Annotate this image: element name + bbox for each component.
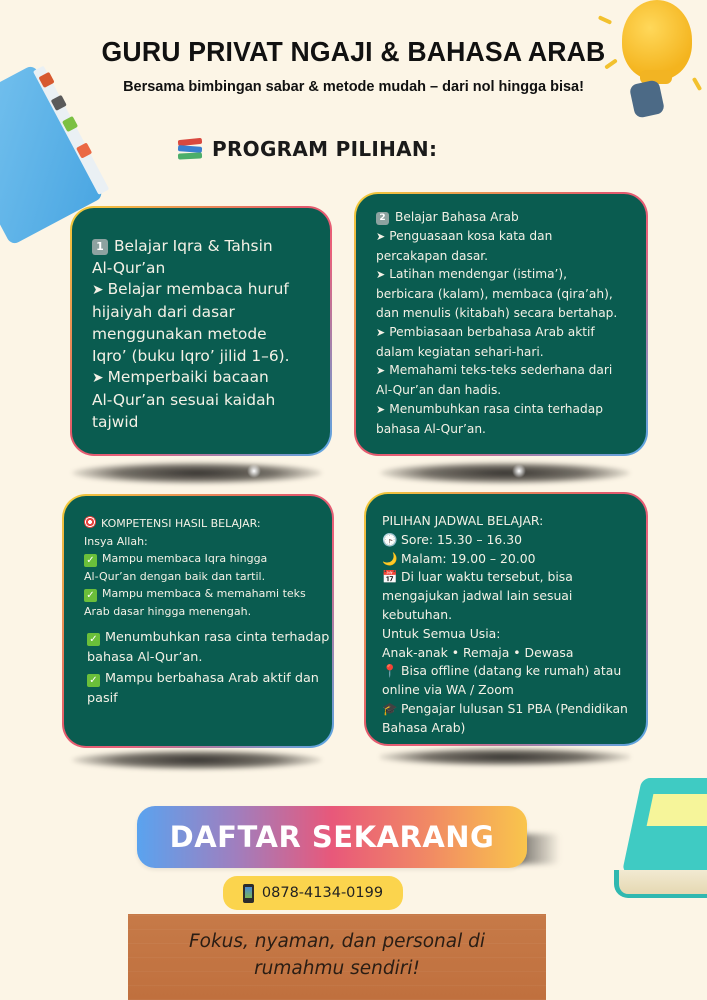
moon-icon: 🌙 <box>382 550 398 566</box>
books-icon <box>176 137 204 161</box>
checkmark-icon: ✓ <box>87 633 100 646</box>
section-heading-text: PROGRAM PILIHAN: <box>212 137 438 161</box>
card-shadow <box>380 748 630 766</box>
clock-icon: 🕞 <box>382 531 398 547</box>
phone-number: 0878-4134-0199 <box>261 885 384 901</box>
map-pin-icon: 📍 <box>382 663 398 679</box>
page-title: GURU PRIVAT NGAJI & BAHASA ARAB <box>101 36 606 67</box>
arrow-bullet-icon: ➤ <box>92 282 104 299</box>
arrow-bullet-icon: ➤ <box>376 402 386 416</box>
phone-contact[interactable] <box>223 876 403 910</box>
checkmark-icon: ✓ <box>84 589 97 602</box>
competency-card: KOMPETENSI HASIL BELAJAR: Insya Allah: ✓ Mampu membaca Iqra hingga Al-Qur’an dengan baik dan tartil. ✓ Mampu membaca & memahami teks Arab dasar hingga menengah. ✓ Menumbuhkan rasa cinta terhadap bahasa Al-Qur’an. ✓ Mampu berbahasa Arab aktif dan pasif <box>62 494 334 748</box>
teal-book-illustration <box>612 770 707 900</box>
program-card-bahasa-arab: 2 Belajar Bahasa Arab ➤ Penguasaan kosa kata dan percakapan dasar. ➤ Latihan mendengar (istima’), berbicara (kalam), membaca (qira’ah), dan menulis (kitabah) secara bertahap. ➤ Pembiasaan berbahasa Arab aktif dalam kegiatan sehari-hari. ➤ Memahami teks-teks sederhana dari Al-Qur’an dan hadis. ➤ Menumbuhkan rasa cinta terhadap bahasa Al-Qur’an. <box>354 192 648 456</box>
card-shadow <box>72 462 322 484</box>
arrow-bullet-icon: ➤ <box>376 268 386 282</box>
schedule-card: PILIHAN JADWAL BELAJAR: 🕞 Sore: 15.30 – 16.30 🌙 Malam: 19.00 – 20.00 📅 Di luar waktu tersebut, bisa mengajukan jadwal lain sesuai kebutuhan. Untuk Semua Usia: Anak-anak • Remaja • Dewasa 📍 Bisa offline (datang ke rumah) atau online via WA / Zoom 🎓 Pengajar lulusan S1 PBA (Pendidikan Bahasa Arab) <box>364 492 648 746</box>
target-icon <box>84 516 96 528</box>
arrow-bullet-icon: ➤ <box>376 229 386 243</box>
program-card-iqra: 1 Belajar Iqra & Tahsin Al-Qur’an ➤ Belajar membaca huruf hijaiyah dari dasar menggunakan metode Iqro’ (buku Iqro’ jilid 1–6). ➤ Memperbaiki bacaan Al-Qur’an sesuai kaidah tajwid <box>70 206 332 456</box>
sparkle-icon <box>512 464 526 478</box>
tagline-box <box>128 914 546 1000</box>
page-subtitle: Bersama bimbingan sabar & metode mudah – dari nol hingga bisa! <box>123 79 584 95</box>
card-title: 2 Belajar Bahasa Arab <box>376 208 636 227</box>
register-now-button[interactable]: DAFTAR SEKARANG <box>137 806 527 868</box>
section-heading <box>176 134 437 164</box>
number-2-icon: 2 <box>376 212 389 225</box>
card-title: KOMPETENSI HASIL BELAJAR: <box>84 515 326 533</box>
checkmark-icon: ✓ <box>87 674 100 687</box>
card-shadow <box>380 462 630 484</box>
graduation-cap-icon: 🎓 <box>382 700 398 716</box>
card-shadow <box>72 750 322 770</box>
checkmark-icon: ✓ <box>84 554 97 567</box>
card-title: PILIHAN JADWAL BELAJAR: <box>382 513 544 528</box>
number-1-icon: 1 <box>92 239 108 255</box>
card-title: 1 Belajar Iqra & Tahsin <box>92 236 312 258</box>
sparkle-icon <box>247 464 261 478</box>
arrow-bullet-icon: ➤ <box>92 370 104 387</box>
mobile-phone-icon <box>243 884 254 903</box>
arrow-bullet-icon: ➤ <box>376 364 386 378</box>
arrow-bullet-icon: ➤ <box>376 325 386 339</box>
calendar-icon: 📅 <box>382 569 398 585</box>
tagline: Fokus, nyaman, dan personal di rumahmu sendiri! <box>189 931 485 979</box>
